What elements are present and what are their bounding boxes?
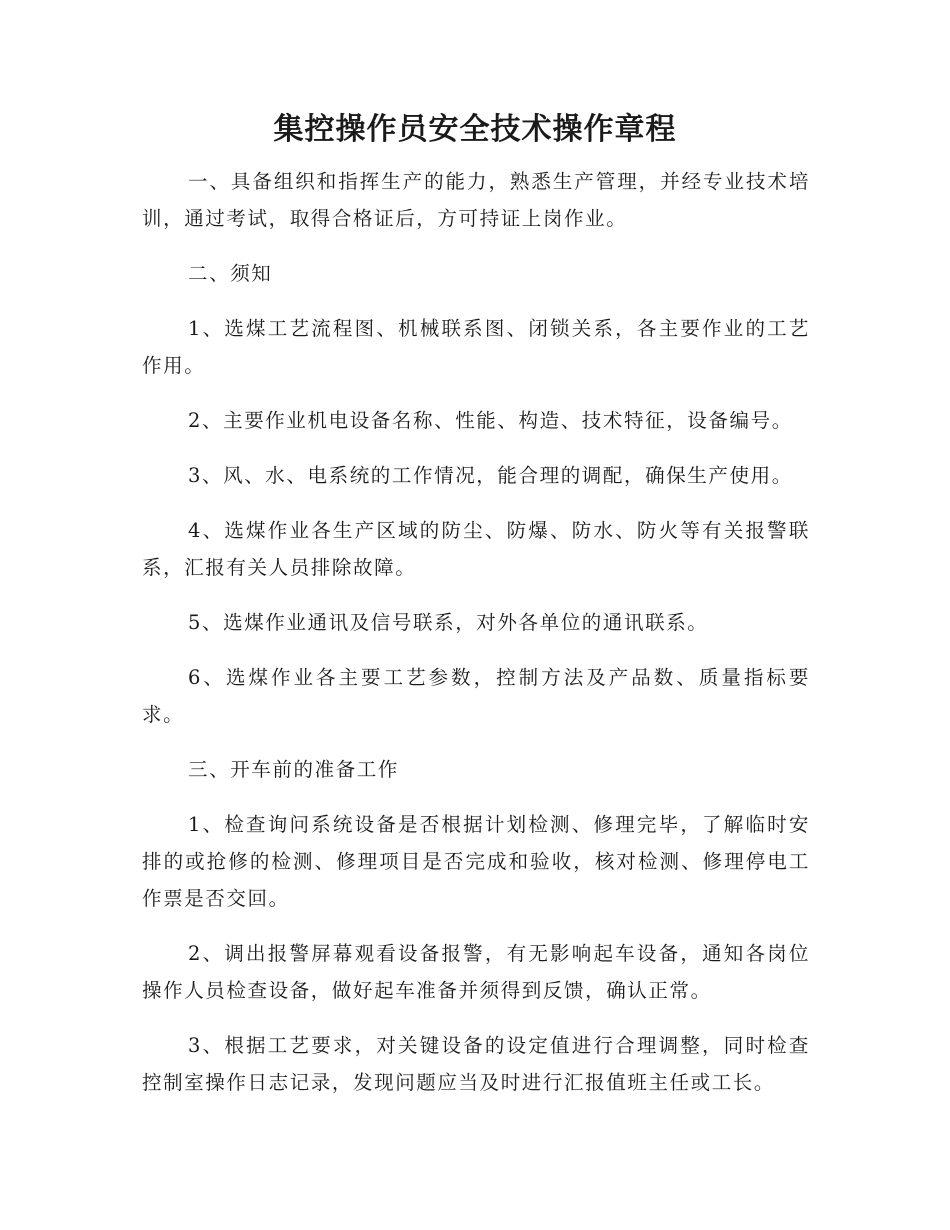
- notice-item-3: 3、风、水、电系统的工作情况，能合理的调配，确保生产使用。: [188, 464, 793, 487]
- section-heading-preparation: 三、开车前的准备工作: [188, 758, 400, 781]
- preparation-item-1: 1、检查询问系统设备是否根据计划检测、修理完毕，了解临时安排的或抢修的检测、修理项目是否完成和验收，核对检测、修理停电工作票是否交回。: [142, 813, 810, 910]
- notice-item-5: 5、选煤作业通讯及信号联系，对外各单位的通讯联系。: [188, 611, 709, 634]
- preparation-item-3: 3、根据工艺要求，对关键设备的设定值进行合理调整，同时检查控制室操作日志记录，发现问题应当及时进行汇报值班主任或工长。: [142, 1034, 810, 1094]
- notice-item-6: 6、选煤作业各主要工艺参数，控制方法及产品数、质量指标要求。: [142, 666, 810, 726]
- section-heading-notice: 二、须知: [188, 262, 273, 285]
- notice-item-2: 2、主要作业机电设备名称、性能、构造、技术特征，设备编号。: [188, 409, 793, 432]
- notice-item-1: 1、选煤工艺流程图、机械联系图、闭锁关系，各主要作业的工艺作用。: [142, 317, 810, 377]
- document-title: 集控操作员安全技术操作章程: [273, 112, 677, 147]
- document-body: [142, 163, 810, 1119]
- notice-item-4: 4、选煤作业各生产区域的防尘、防爆、防水、防火等有关报警联系，汇报有关人员排除故障。: [142, 519, 810, 579]
- preparation-item-2: 2、调出报警屏幕观看设备报警，有无影响起车设备，通知各岗位操作人员检查设备，做好起车准备并须得到反馈，确认正常。: [142, 942, 810, 1002]
- paragraph-qualification: 一、具备组织和指挥生产的能力，熟悉生产管理，并经专业技术培训，通过考试，取得合格证后，方可持证上岗作业。: [142, 170, 810, 230]
